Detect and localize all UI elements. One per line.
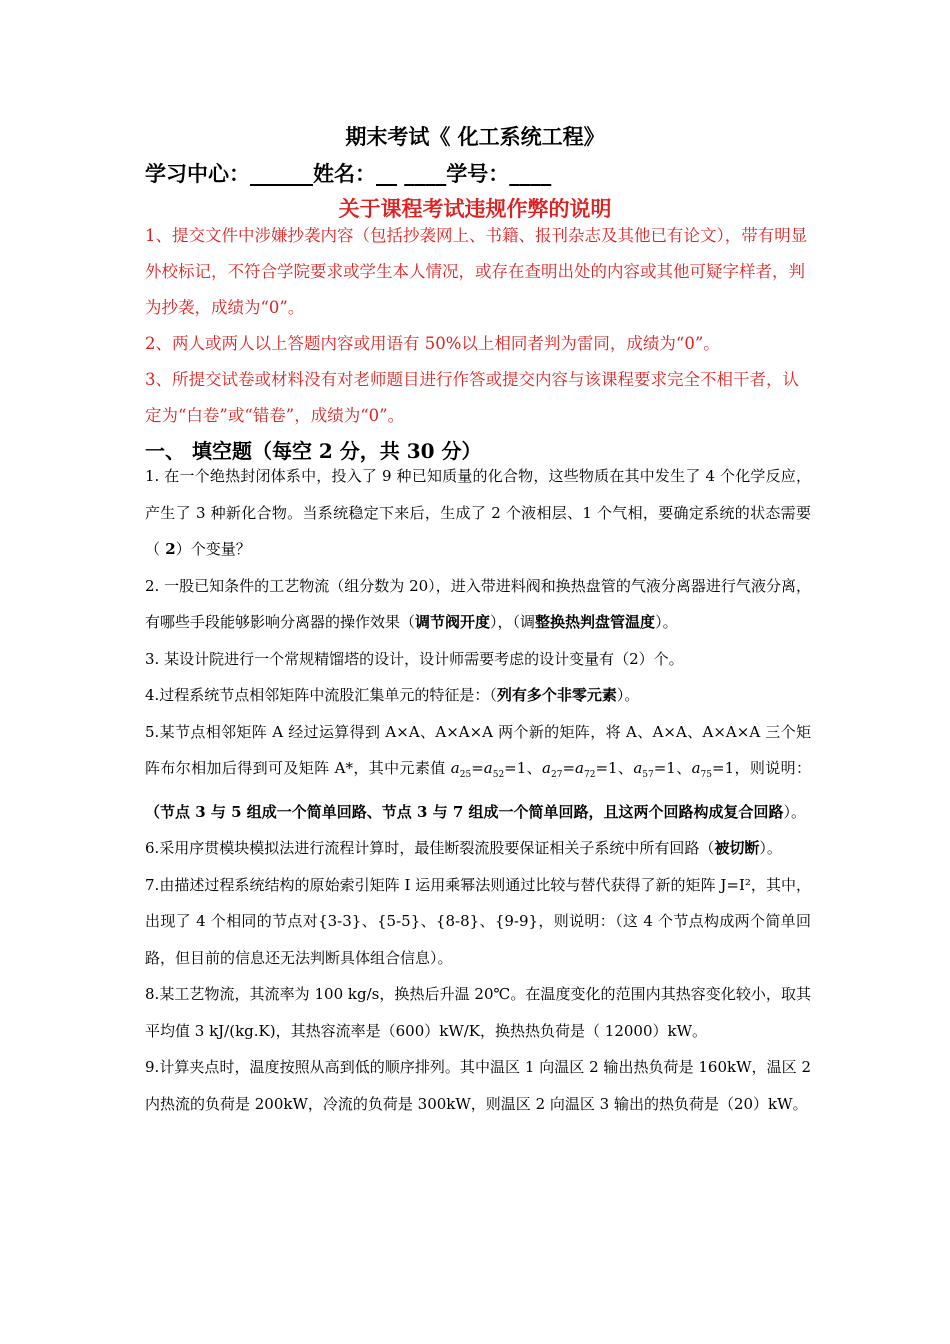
question-4: 4.过程系统节点相邻矩阵中流股汇集单元的特征是：（列有多个非零元素）。 bbox=[145, 686, 640, 704]
question-6: 6.采用序贯模块模拟法进行流程计算时，最佳断裂流股要保证相关子系统中所有回路（被切断）。 bbox=[145, 839, 782, 857]
notice-body bbox=[145, 218, 811, 434]
question-3: 3. 某设计院进行一个常规精馏塔的设计，设计师需要考虑的设计变量有（2）个。 bbox=[145, 649, 684, 668]
answer: （节点 3 与 5 组成一个简单回路、节点 3 与 7 组成一个简单回路，且这两个回路构成复合回路 bbox=[145, 802, 784, 821]
question-5: 5.某节点相邻矩阵 A 经过运算得到 A×A、A×A×A 两个新的矩阵，将 A、A×A、A×A×A 三个矩阵布尔相加后得到可及矩阵 A*，其中元素值 $a_{25}=a_{52}=1$、$a_{27}=a_{72}=1$、$a_{57}=1$、$a_{75}=1$，则说明：（节点 3 与 5 组成一个简单回路、节点 3 与 7 组成一个简单回路，且这两个回路构成复合回路）。 bbox=[145, 722, 811, 821]
question-1: 1. 在一个绝热封闭体系中，投入了 9 种已知质量的化合物，这些物质在其中发生了 4 个化学反应，产生了 3 种新化合物。当系统稳定下来后，生成了 2 个液相层、1 个气相，要确定系统的状态需要（ 2）个变量？ bbox=[145, 467, 811, 558]
answer: 列有多个非零元素 bbox=[496, 686, 617, 704]
answer: 被切断 bbox=[714, 839, 760, 857]
question-8: 8.某工艺物流，其流率为 100 kg/s，换热后升温 20℃。在温度变化的范围内其热容变化较小，取其平均值 3 kJ/(kg.K)，其热容流率是（600）kW/K，换热热负荷是（ 12000）kW。 bbox=[145, 985, 811, 1040]
student-info-line: 学习中心：______姓名：__ ____学号：____ bbox=[145, 161, 552, 186]
exam-title: 期末考试《 化工系统工程》 bbox=[345, 124, 605, 149]
question-2: 2. 一股已知条件的工艺物流（组分数为 20），进入带进料阀和换热盘管的气液分离器进行气液分离，有哪些手段能够影响分离器的操作效果（调节阀开度），（调整换热判盘管温度）。 bbox=[145, 576, 811, 631]
notice-title: 关于课程考试违规作弊的说明 bbox=[338, 196, 612, 221]
section-title: 一、 填空题（每空 2 分，共 30 分） bbox=[145, 439, 482, 463]
question-9: 9.计算夹点时，温度按照从高到低的顺序排列。其中温区 1 向温区 2 输出热负荷是 160kW，温区 2 内热流的负荷是 200kW，冷流的负荷是 300kW，则温区 2 向温区 3 输出的热负荷是（20）kW。 bbox=[145, 1058, 811, 1113]
question-7: 7.由描述过程系统结构的原始索引矩阵 I 运用乘幂法则通过比较与替代获得了新的矩阵 J=I²，其中，出现了 4 个相同的节点对{3-3}、{5-5}、{8-8}、{9-9}，则说明：（这 4 个节点构成两个简单回路，但目前的信息还无法判断具体组合信息）。 bbox=[145, 875, 811, 967]
answer: 整换热判盘管温度 bbox=[535, 613, 656, 631]
answer: 调节阀开度 bbox=[415, 613, 491, 631]
answer: 2 bbox=[160, 540, 176, 558]
notice-item: 3、所提交试卷或材料没有对老师题目进行作答或提交内容与该课程要求完全不相干者，认定为“白卷”或“错卷”，成绩为“0”。 bbox=[145, 370, 799, 425]
questions-list bbox=[145, 458, 811, 1122]
notice-item: 1、提交文件中涉嫌抄袭内容（包括抄袭网上、书籍、报刊杂志及其他已有论文），带有明显外校标记，不符合学院要求或学生本人情况，或存在查明出处的内容或其他可疑字样者，判为抄袭，成绩为“0”。 bbox=[145, 226, 808, 317]
notice-item: 2、两人或两人以上答题内容或用语有 50%以上相同者判为雷同，成绩为“0”。 bbox=[145, 334, 720, 353]
